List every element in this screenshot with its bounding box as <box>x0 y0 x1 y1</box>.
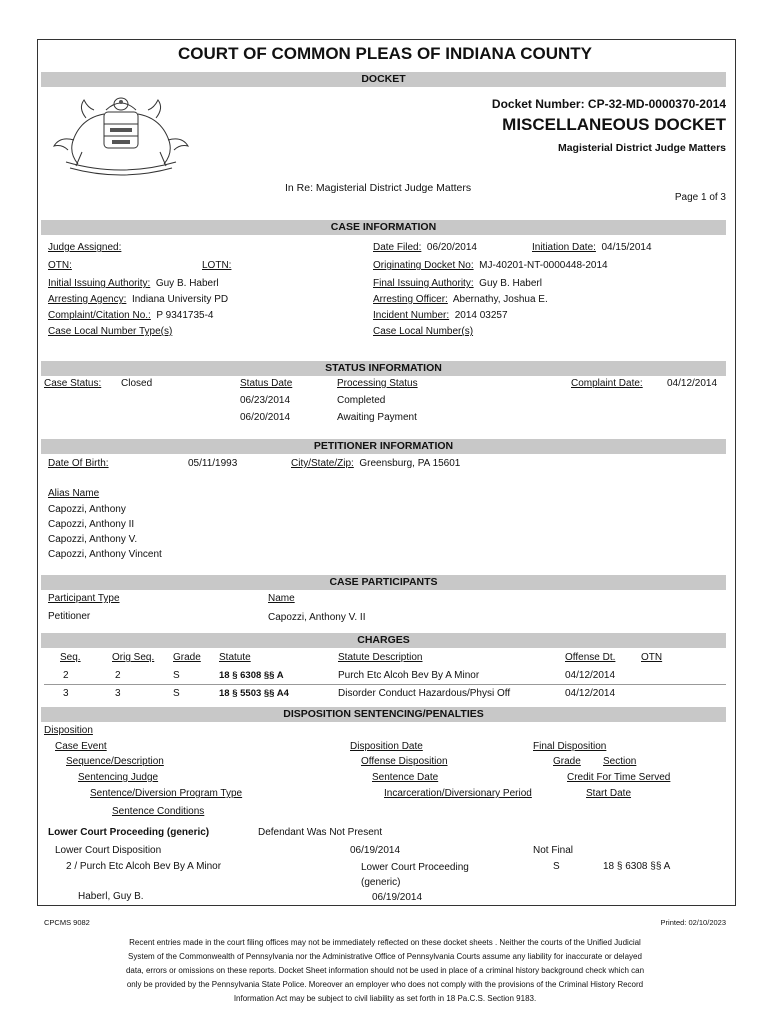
orig-docket-label: Originating Docket No: <box>373 260 474 271</box>
disclaimer-line: data, errors or omissions on these reports. Docket Sheet information should not be used in place of a criminal history background check which can <box>125 966 645 975</box>
case-event-label: Case Event <box>55 741 107 752</box>
orig-docket-row <box>373 260 608 271</box>
participants-bar: CASE PARTICIPANTS <box>41 575 726 590</box>
charge-seq: 2 <box>63 670 69 681</box>
charge-desc: Disorder Conduct Hazardous/Physi Off <box>338 688 511 699</box>
status-date-label: Status Date <box>240 378 293 389</box>
participant-type-label: Participant Type <box>48 593 120 604</box>
case-status-value: Closed <box>121 378 153 389</box>
credit-time-label: Credit For Time Served <box>567 772 671 783</box>
initiation-date-label: Initiation Date: <box>532 242 596 253</box>
sentence-date: 06/19/2014 <box>372 892 423 903</box>
printed-date: Printed: 02/10/2023 <box>660 918 726 927</box>
incident-number-row <box>373 310 508 321</box>
incident-number-label: Incident Number: <box>373 310 450 321</box>
grade-label: Grade <box>553 756 581 767</box>
court-title: COURT OF COMMON PLEAS OF INDIANA COUNTY <box>178 44 592 63</box>
disposition-bar: DISPOSITION SENTENCING/PENALTIES <box>41 707 726 722</box>
docket-type: MISCELLANEOUS DOCKET <box>502 115 726 134</box>
charge-description: 2 / Purch Etc Alcoh Bev By A Minor <box>66 861 222 872</box>
charge-desc: Purch Etc Alcoh Bev By A Minor <box>338 670 480 681</box>
seq-desc-label: Sequence/Description <box>66 756 164 767</box>
final-authority-value: Guy B. Haberl <box>479 278 542 289</box>
charge-offense-dt: 04/12/2014 <box>565 688 616 699</box>
status-date: 06/20/2014 <box>240 412 291 423</box>
alias-item: Capozzi, Anthony V. <box>48 534 138 545</box>
docket-number: Docket Number: CP-32-MD-0000370-2014 <box>491 97 726 111</box>
alias-label: Alias Name <box>48 488 100 499</box>
offense-disposition-label: Offense Disposition <box>361 756 448 767</box>
date-filed-value: 06/20/2014 <box>426 242 477 253</box>
complaint-date-value: 04/12/2014 <box>667 378 718 389</box>
lotn-label: LOTN: <box>202 260 232 271</box>
final-authority-label: Final Issuing Authority: <box>373 278 474 289</box>
disclaimer-line: Information Act may be subject to civil liability as set forth in 18 Pa.C.S. Section 9183. <box>233 994 537 1003</box>
docket-subtitle: Magisterial District Judge Matters <box>557 142 726 154</box>
otn-label: OTN: <box>48 260 72 271</box>
lower-court-date: 06/19/2014 <box>350 845 401 856</box>
date-filed-label: Date Filed: <box>373 242 422 253</box>
charge-row-divider <box>44 684 726 685</box>
alias-item: Capozzi, Anthony <box>48 504 126 515</box>
lower-court-disposition: Lower Court Disposition <box>55 845 162 856</box>
arresting-officer-label: Arresting Officer: <box>373 294 448 305</box>
offense-dt-header: Offense Dt. <box>565 652 616 663</box>
dob-value: 05/11/1993 <box>188 458 238 469</box>
initial-authority-label: Initial Issuing Authority: <box>48 278 151 289</box>
status-info-bar: STATUS INFORMATION <box>41 361 726 376</box>
complaint-no-value: P 9341735-4 <box>156 310 214 321</box>
charge-seq: 3 <box>63 688 69 699</box>
disposition-date-label: Disposition Date <box>350 741 423 752</box>
city-label: City/State/Zip: <box>291 458 354 469</box>
form-id: CPCMS 9082 <box>44 918 90 927</box>
otn-header: OTN <box>641 652 663 663</box>
orig-docket-value: MJ-40201-NT-0000448-2014 <box>479 260 608 271</box>
complaint-no-row <box>48 310 213 321</box>
disclaimer-line: Recent entries made in the court filing offices may not be immediately reflected on these docket sheets . Neither the courts of the Unified Judicial <box>129 938 641 947</box>
initial-authority-row <box>48 278 219 289</box>
participant-name: Capozzi, Anthony V. II <box>268 612 366 623</box>
final-disposition-label: Final Disposition <box>533 741 607 752</box>
pennsylvania-seal-emblem <box>46 92 196 178</box>
initial-authority-value: Guy B. Haberl <box>155 278 219 289</box>
city-value: Greensburg, PA 15601 <box>359 458 461 469</box>
start-date-label: Start Date <box>586 788 632 799</box>
petitioner-bar: PETITIONER INFORMATION <box>41 439 726 454</box>
sentence-date-label: Sentence Date <box>372 772 439 783</box>
arresting-agency-label: Arresting Agency: <box>48 294 127 305</box>
statute-header: Statute <box>219 652 251 663</box>
orig-seq-header: Orig Seq. <box>112 652 155 663</box>
date-filed-row <box>373 242 477 253</box>
arresting-agency-value: Indiana University PD <box>131 294 229 305</box>
section-label: Section <box>603 756 637 767</box>
page-number: Page 1 of 3 <box>674 192 726 203</box>
defendant-status: Defendant Was Not Present <box>258 827 383 838</box>
initiation-date-row <box>532 242 652 253</box>
charge-statute: 18 § 5503 §§ A4 <box>219 688 289 699</box>
seq-header: Seq. <box>60 652 81 663</box>
offense-disposition-line1: Lower Court Proceeding <box>361 862 469 873</box>
participant-type: Petitioner <box>48 611 91 622</box>
judge-label: Judge Assigned: <box>48 242 122 253</box>
grade-header: Grade <box>173 652 201 663</box>
charge-grade: S <box>173 670 180 681</box>
participant-name-label: Name <box>268 593 295 604</box>
disclaimer-line: only be provided by the Pennsylvania State Police. Moreover an employer who does not comply with the provisions of the Criminal History Record <box>126 980 644 989</box>
processing-status-label: Processing Status <box>337 378 418 389</box>
arresting-agency-row <box>48 294 228 305</box>
statute-desc-header: Statute Description <box>338 652 423 663</box>
charge-grade: S <box>173 688 180 699</box>
disposition-grade: S <box>553 861 560 872</box>
status-date: 06/23/2014 <box>240 395 291 406</box>
local-numbers-label: Case Local Number(s) <box>373 326 474 337</box>
complaint-date-label: Complaint Date: <box>571 378 643 389</box>
charge-offense-dt: 04/12/2014 <box>565 670 616 681</box>
docket-bar: DOCKET <box>41 72 726 87</box>
disposition-section: 18 § 6308 §§ A <box>603 861 671 872</box>
sentence-conditions-label: Sentence Conditions <box>112 806 205 817</box>
proceeding-title: Lower Court Proceeding (generic) <box>48 827 210 838</box>
processing-status: Completed <box>337 395 386 406</box>
disposition-label: Disposition <box>44 725 93 736</box>
arresting-officer-row <box>373 294 548 305</box>
city-row <box>291 458 460 469</box>
disclaimer-line: System of the Commonwealth of Pennsylvania nor the Administrative Office of Pennsylvania Courts assume any liability for inaccurate or delayed <box>128 952 642 961</box>
program-type-label: Sentence/Diversion Program Type <box>90 788 243 799</box>
final-authority-row <box>373 278 542 289</box>
dob-label: Date Of Birth: <box>48 458 109 469</box>
sentencing-judge: Haberl, Guy B. <box>78 891 144 902</box>
local-number-type-label: Case Local Number Type(s) <box>48 326 173 337</box>
charge-orig-seq: 2 <box>115 670 121 681</box>
not-final: Not Final <box>533 845 574 856</box>
alias-item: Capozzi, Anthony Vincent <box>48 549 162 560</box>
complaint-no-label: Complaint/Citation No.: <box>48 310 151 321</box>
initiation-date-value: 04/15/2014 <box>601 242 652 253</box>
in-re: In Re: Magisterial District Judge Matters <box>285 182 472 194</box>
incarceration-label: Incarceration/Diversionary Period <box>384 788 532 799</box>
alias-item: Capozzi, Anthony II <box>48 519 135 530</box>
charges-bar: CHARGES <box>41 633 726 648</box>
offense-disposition-line2: (generic) <box>361 877 401 888</box>
arresting-officer-value: Abernathy, Joshua E. <box>452 294 548 305</box>
charge-orig-seq: 3 <box>115 688 121 699</box>
case-info-bar: CASE INFORMATION <box>41 220 726 235</box>
sentencing-judge-label: Sentencing Judge <box>78 772 159 783</box>
processing-status: Awaiting Payment <box>337 412 417 423</box>
incident-number-value: 2014 03257 <box>454 310 508 321</box>
charge-statute: 18 § 6308 §§ A <box>219 670 284 681</box>
case-status-label: Case Status: <box>44 378 102 389</box>
